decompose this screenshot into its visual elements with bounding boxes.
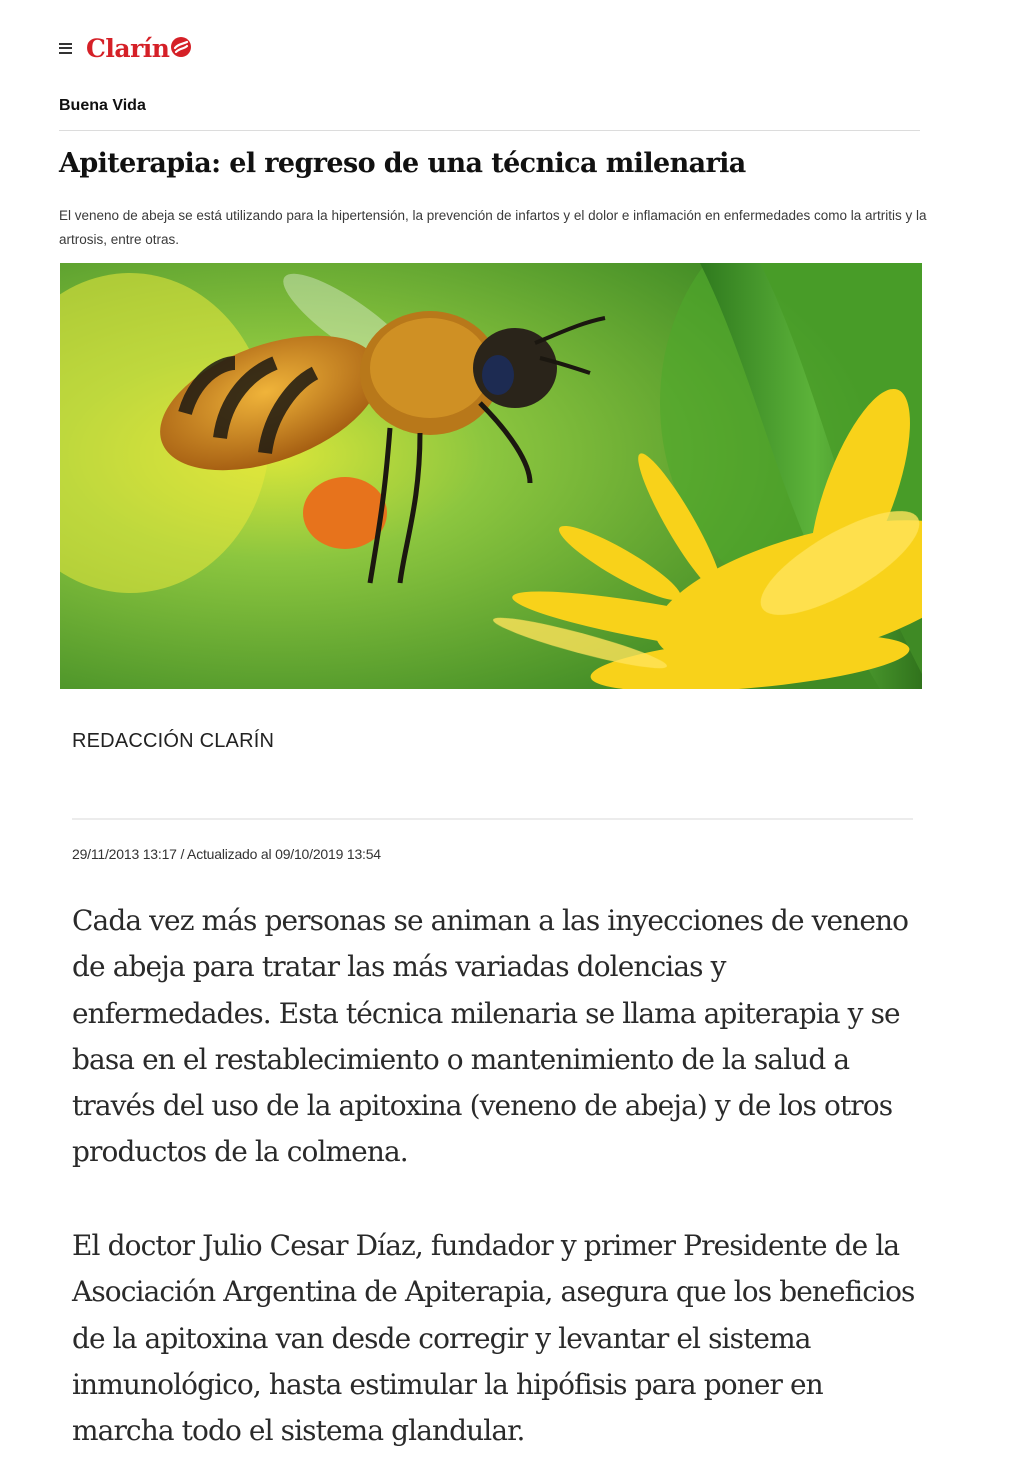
logo-text: Clarín [86,33,170,63]
hero-image [60,263,922,689]
hamburger-menu-icon[interactable] [59,43,72,54]
top-bar [59,30,192,66]
author-byline[interactable]: REDACCIÓN CLARÍN [72,730,275,752]
clarin-mark-icon [170,36,192,58]
section-divider [59,130,920,131]
clarin-logo[interactable] [86,34,192,63]
article-title: Apiterapia: el regreso de una técnica milenaria [59,148,746,179]
byline-divider [72,818,913,820]
bee-on-flower-illustration [60,263,922,689]
article-summary: El veneno de abeja se está utilizando para la hipertensión, la prevención de infartos y el dolor e inflamación en enfermedades como la artritis y la artrosis, entre otras. [59,208,927,247]
article-paragraph-1: Cada vez más personas se animan a las inyecciones de veneno de abeja para tratar las más variadas dolencias y enfermedades. Esta técnica milenaria se llama apiterapia y se basa en el restablecimiento o mantenimiento de la salud a través del uso de la apitoxina (veneno de abeja) y de los otros productos de la colmena. [72,904,909,1169]
publish-dates: 29/11/2013 13:17 / Actualizado al 09/10/2019 13:54 [72,846,381,862]
article-paragraph-2: El doctor Julio Cesar Díaz, fundador y primer Presidente de la Asociación Argentina de Apiterapia, asegura que los beneficios de la apitoxina van desde corregir y levantar el sistema inmunológico, hasta estimular la hipófisis para poner en marcha todo el sistema glandular. [72,1229,915,1448]
section-link[interactable]: Buena Vida [59,97,146,114]
